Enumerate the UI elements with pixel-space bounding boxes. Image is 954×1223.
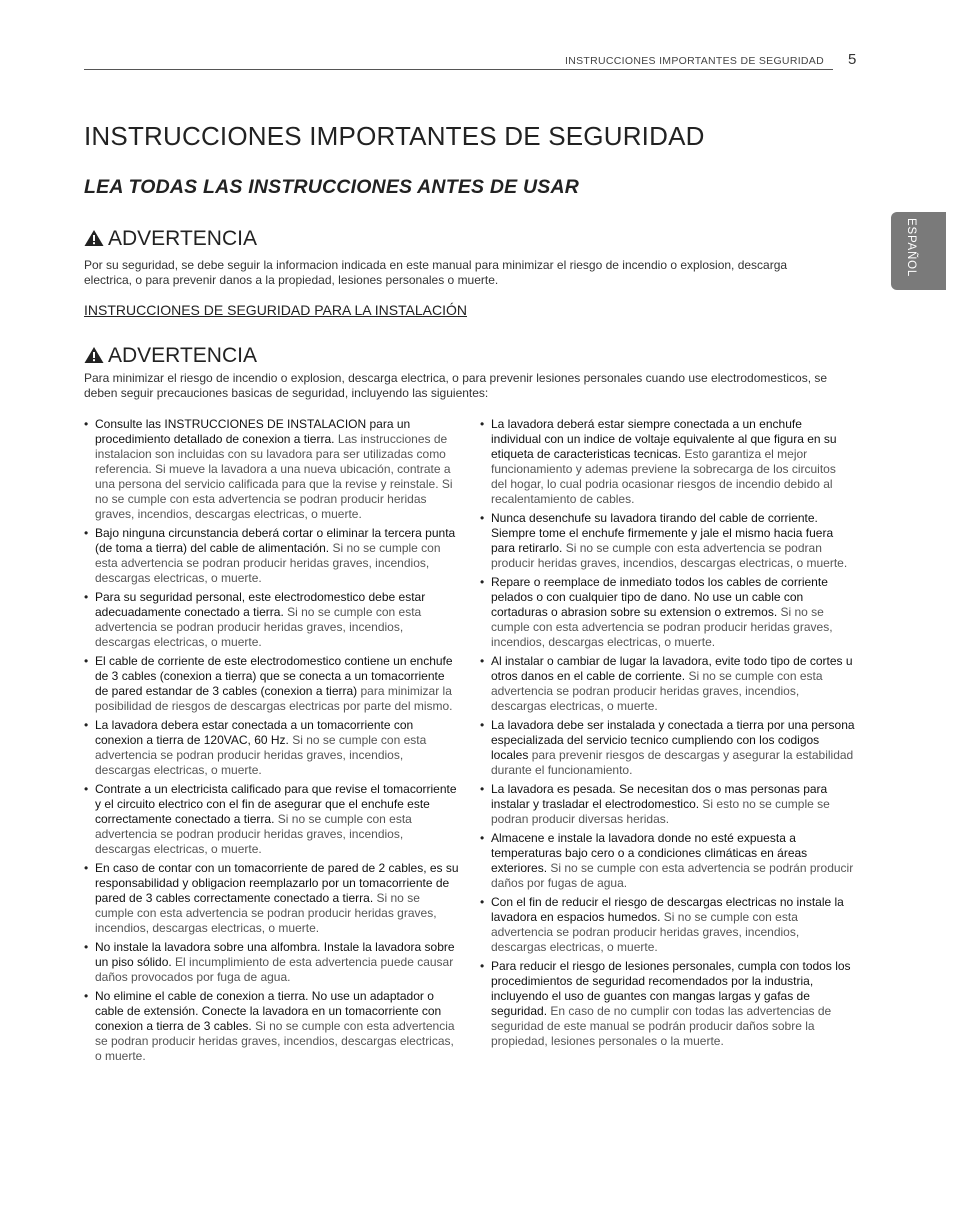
list-item	[480, 718, 855, 778]
language-tab	[891, 212, 946, 290]
page-subtitle: LEA TODAS LAS INSTRUCCIONES ANTES DE USAR	[84, 176, 580, 198]
list-item-text: Si no se cumple con esta advertencia se podran producir heridas graves, incendios, descargas electricas, o muerte.	[95, 812, 412, 856]
list-item-text: Si no se cumple con esta advertencia se podran producir heridas graves, incendios, descargas electricas, o muerte.	[95, 1019, 455, 1063]
list-item-bold: La lavadora debera estar conectada a un tomacorriente con conexion a tierra de 120VAC, 60 Hz.	[95, 718, 414, 747]
list-item-text: Si no se cumple con esta advertencia se podran producir heridas graves, incendios, descargas electricas, o muerte.	[491, 669, 823, 713]
list-item	[84, 861, 459, 936]
list-item	[480, 654, 855, 714]
list-item-bold: No instale la lavadora sobre una alfombra. Instale la lavadora sobre un piso sólido.	[95, 940, 455, 969]
list-item-bold: La lavadora es pesada. Se necesitan dos o mas personas para instalar y trasladar el electrodomestico.	[491, 782, 828, 811]
list-item-bold: Bajo ninguna circunstancia deberá cortar o eliminar la tercera punta (de toma a tierra) del cable de alimentación.	[95, 526, 456, 555]
list-item	[480, 417, 855, 507]
list-item	[84, 590, 459, 650]
list-item-text: Si no se cumple con esta advertencia se podrán producir daños por fugas de agua.	[491, 861, 854, 890]
list-item-text: En caso de no cumplir con todas las advertencias de seguridad de este manual se podrán producir daños sobre la propiedad, lesiones personales o la muerte.	[491, 1004, 832, 1048]
list-item	[480, 895, 855, 955]
list-item-bold: Al instalar o cambiar de lugar la lavadora, evite todo tipo de cortes u otros danos en el cable de corriente.	[491, 654, 853, 683]
warning-triangle-icon	[84, 229, 104, 247]
list-item-text: Si no se cumple con esta advertencia se podran producir heridas graves, incendios, descargas electricas, o muerte.	[95, 891, 437, 935]
list-item-bold: Con el fin de reducir el riesgo de descargas electricas no instale la lavadora en espacios humedos.	[491, 895, 844, 924]
warning-triangle-icon	[84, 346, 104, 364]
list-item-bold: No elimine el cable de conexion a tierra. No use un adaptador o cable de extensión. Conecte la lavadora en un tomacorriente con conexion a tierra de 3 cables.	[95, 989, 442, 1033]
list-item	[480, 831, 855, 891]
running-head: INSTRUCCIONES IMPORTANTES DE SEGURIDAD	[565, 55, 824, 67]
left-column-list	[84, 417, 459, 1068]
warning-text-2: Para minimizar el riesgo de incendio o explosion, descarga electrica, o para prevenir lesiones personales cuando use electrodomesticos, se deben seguir precauciones basicas de seguridad, incluyendo las siguientes:	[84, 371, 828, 400]
warning-heading-2	[84, 344, 257, 368]
list-item-text: El incumplimiento de esta advertencia puede causar daños provocados por fuga de agua.	[95, 955, 454, 984]
list-item	[480, 511, 855, 571]
list-item-bold: La lavadora debe ser instalada y conectada a tierra por una persona especializada del servicio tecnico cumpliendo con los codigos locales	[491, 718, 855, 762]
list-item-text: Si no se cumple con esta advertencia se podran producir heridas graves, incendios, descargas electricas, o muerte.	[491, 910, 800, 954]
list-item	[84, 989, 459, 1064]
list-item-bold: Para reducir el riesgo de lesiones personales, cumpla con todos los procedimientos de seguridad recomendados por la industria, incluyendo el uso de guantes con mangas largas y gafas de seguridad.	[491, 959, 851, 1018]
language-tab-label: ESPAÑOL	[905, 218, 917, 278]
list-item-bold: Consulte las INSTRUCCIONES DE INSTALACION para un procedimiento detallado de conexion a tierra.	[95, 417, 411, 446]
list-item-text: Las instrucciones de instalacion son incluidas con su lavadora para ser utilizadas como referencia. Si mueve la lavadora a una nueva ubicación, contrate a una persona del servicio calificada para que la revise y reinstale. Si no se cumple con esta advertencia se podran producir heridas graves, incendios, descargas electricas, o muerte.	[95, 432, 453, 521]
list-item	[84, 782, 459, 857]
header-rule	[84, 69, 833, 70]
list-item-text: Si no se cumple con esta advertencia se podran producir heridas graves, incendios, descargas electricas, o muerte.	[95, 733, 427, 777]
list-item-bold: En caso de contar con un tomacorriente de pared de 2 cables, es su responsabilidad y obligacion reemplazarlo por un tomacorriente de pared de 3 cables correctamente conectado a tierra.	[95, 861, 459, 905]
list-item-bold: La lavadora deberá estar siempre conectada a un enchufe individual con un indice de voltaje equivalente al que figura en su etiqueta de caracteristicas tecnicas.	[491, 417, 837, 461]
list-item-text: Si no se cumple con esta advertencia se podran producir heridas graves, incendios, descargas electricas, o muerte.	[95, 541, 441, 585]
list-item	[480, 575, 855, 650]
page-number: 5	[848, 51, 857, 68]
warning-heading-1	[84, 227, 257, 251]
list-item-text: Si no se cumple con esta advertencia se podran producir heridas graves, incendios, descargas electricas, o muerte.	[491, 605, 833, 649]
list-item	[84, 718, 459, 778]
list-item-text: Esto garantiza el mejor funcionamiento y ademas previene la sobrecarga de los circuitos del hogar, lo cual podria ocasionar riesgos de incendio debido al recalentamiento de cables.	[491, 447, 836, 506]
list-item	[84, 417, 459, 522]
list-item-bold: Almacene e instale la lavadora donde no esté expuesta a temperaturas bajo cero o a condiciones climáticas en áreas exteriores.	[491, 831, 808, 875]
list-item	[84, 654, 459, 714]
list-item-text: Si no se cumple con esta advertencia se podran producir heridas graves, incendios, descargas electricas, o muerte.	[491, 541, 848, 570]
list-item-bold: Para su seguridad personal, este electrodomestico debe estar adecuadamente conectado a tierra.	[95, 590, 426, 619]
list-item	[84, 526, 459, 586]
section-heading: INSTRUCCIONES DE SEGURIDAD PARA LA INSTALACIÓN	[84, 302, 468, 318]
warning-text-1: Por su seguridad, se debe seguir la informacion indicada en este manual para minimizar el riesgo de incendio o explosion, descarga electrica, o para prevenir danos a la propiedad, lesiones personales o muerte.	[84, 258, 788, 287]
list-item	[480, 959, 855, 1049]
list-item-text: Si esto no se cumple se podran producir diversas heridas.	[491, 797, 830, 826]
list-item-bold: El cable de corriente de este electrodomestico contiene un enchufe de 3 cables (conexion a tierra) que se conecta a un tomacorriente de pared estandar de 3 cables (conexion a tierra)	[95, 654, 453, 698]
list-item-bold: Contrate a un electricista calificado para que revise el tomacorriente y el circuito electrico con el fin de asegurar que el enchufe este correctamente conectado a tierra.	[95, 782, 457, 826]
list-item-text: para minimizar la posibilidad de riesgos de descargas electricas por parte del mismo.	[95, 684, 453, 713]
list-item-text: para prevenir riesgos de descargas y asegurar la estabilidad durante el funcionamiento.	[491, 748, 854, 777]
list-item	[480, 782, 855, 827]
list-item-text: Si no se cumple con esta advertencia se podran producir heridas graves, incendios, descargas electricas, o muerte.	[95, 605, 422, 649]
warning-heading-1-label: ADVERTENCIA	[108, 227, 257, 250]
right-column-list	[480, 417, 855, 1053]
page-title: INSTRUCCIONES IMPORTANTES DE SEGURIDAD	[84, 121, 705, 151]
warning-heading-2-label: ADVERTENCIA	[108, 344, 257, 367]
list-item-bold: Nunca desenchufe su lavadora tirando del cable de corriente. Siempre tome el enchufe firmemente y jale el mismo hacia fuera para retirarlo.	[491, 511, 834, 555]
list-item	[84, 940, 459, 985]
list-item-bold: Repare o reemplace de inmediato todos los cables de corriente pelados o con cualquier tipo de dano. No use un cable con cortaduras o abrasion sobre su extension o extremos.	[491, 575, 828, 619]
